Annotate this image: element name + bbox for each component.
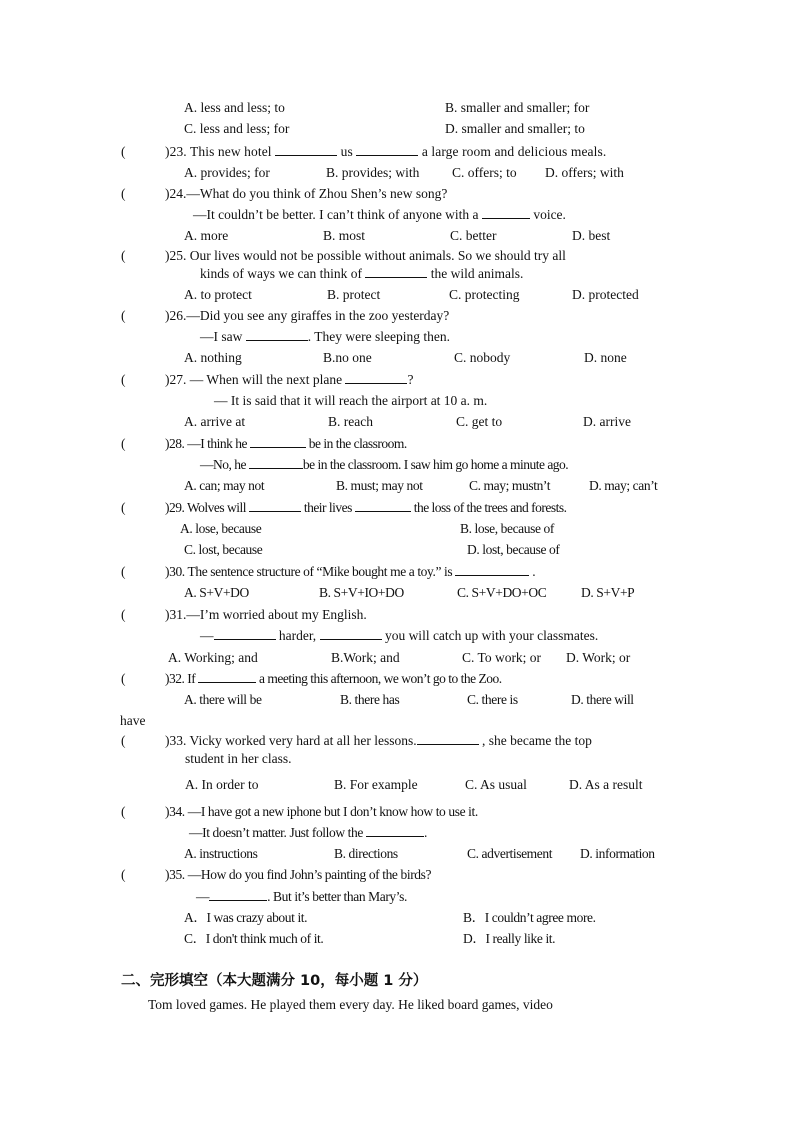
answer-blank	[482, 207, 530, 219]
answer-paren: (	[121, 733, 126, 748]
answer-paren: (	[121, 500, 126, 515]
answer-blank	[246, 329, 308, 341]
answer-blank	[417, 733, 479, 745]
question-number: )33.	[165, 733, 187, 748]
q30-option-c: C. S+V+DO+OC	[457, 585, 547, 600]
q25-stem-continued: kinds of ways we can think of the wild animals.	[200, 266, 524, 281]
answer-paren: (	[121, 248, 126, 263]
answer-paren: (	[121, 867, 126, 882]
q34-option-c: C. advertisement	[467, 846, 553, 861]
q24-option-b: B. most	[323, 228, 366, 243]
q33-option-d: D. As a result	[569, 777, 643, 792]
q35-option-b: B．I couldn’t agree more.	[463, 910, 596, 925]
q34-option-a: A. instructions	[184, 846, 258, 861]
q34-stem: )34. —I have got a new iphone but I don’t know how to use it.	[165, 804, 478, 819]
q29-option-c: C. lost, because	[184, 542, 263, 557]
answer-paren: (	[121, 564, 126, 579]
q32-option-d-wrap: have	[120, 713, 146, 728]
q27-option-a: A. arrive at	[184, 414, 246, 429]
q32-option-d: D. there will	[571, 692, 634, 707]
question-number: )26.	[165, 308, 187, 323]
q23-option-c: C. offers; to	[452, 165, 517, 180]
q32-option-b: B. there has	[340, 692, 400, 707]
answer-paren: (	[121, 804, 126, 819]
answer-blank	[365, 266, 427, 278]
q27-option-c: C. get to	[456, 414, 503, 429]
answer-paren: (	[121, 372, 126, 387]
q33-option-c: C. As usual	[465, 777, 527, 792]
answer-paren: (	[121, 186, 126, 201]
q27-option-b: B. reach	[328, 414, 373, 429]
answer-blank	[209, 889, 267, 901]
q24-option-d: D. best	[572, 228, 611, 243]
q24-option-c: C. better	[450, 228, 497, 243]
q28-response: —No, he be in the classroom. I saw him go home a minute ago.	[200, 457, 569, 472]
question-number: )32.	[165, 671, 185, 686]
answer-blank	[366, 825, 424, 837]
q26-option-a: A. nothing	[184, 350, 242, 365]
answer-blank	[455, 564, 529, 576]
q30-option-b: B. S+V+IO+DO	[319, 585, 404, 600]
q26-option-b: B.no one	[323, 350, 372, 365]
q23-stem: )23. This new hotel us a large room and delicious meals.	[165, 144, 607, 159]
question-number: )25.	[165, 248, 187, 263]
answer-blank	[198, 671, 256, 683]
q23-option-d: D. offers; with	[545, 165, 624, 180]
q28-option-d: D. may; can’t	[589, 478, 658, 493]
q34-option-b: B. directions	[334, 846, 398, 861]
q34-option-d: D. information	[580, 846, 655, 861]
q35-option-c: C．I don't think much of it.	[184, 931, 324, 946]
question-number: )30.	[165, 564, 185, 579]
q33-stem: )33. Vicky worked very hard at all her lessons. , she became the top	[165, 733, 592, 748]
question-number: )35.	[165, 867, 185, 882]
answer-paren: (	[121, 308, 126, 323]
q32-stem: )32. If a meeting this afternoon, we won’t go to the Zoo.	[165, 671, 502, 686]
q34-response: —It doesn’t matter. Just follow the .	[189, 825, 427, 840]
answer-paren: (	[121, 144, 126, 159]
answer-blank	[355, 500, 411, 512]
q35-option-d: D．I really like it.	[463, 931, 556, 946]
q35-stem: )35. —How do you find John’s painting of the birds?	[165, 867, 432, 882]
answer-blank	[249, 457, 303, 469]
q33-stem-continued: student in her class.	[185, 751, 292, 766]
q26-response: —I saw . They were sleeping then.	[200, 329, 450, 344]
q26-option-c: C. nobody	[454, 350, 511, 365]
q28-option-a: A. can; may not	[184, 478, 265, 493]
q31-option-d: D. Work; or	[566, 650, 631, 665]
question-number: )29.	[165, 500, 185, 515]
answer-paren: (	[121, 671, 126, 686]
q29-option-a: A. lose, because	[180, 521, 262, 536]
q27-response: — It is said that it will reach the airport at 10 a. m.	[214, 393, 488, 408]
answer-blank	[345, 372, 407, 384]
q31-response: — harder, you will catch up with your classmates.	[200, 628, 599, 643]
q25-stem: )25. Our lives would not be possible without animals. So we should try all	[165, 248, 566, 263]
q22-option-a: A. less and less; to	[184, 100, 285, 115]
question-number: )24.	[165, 186, 187, 201]
q25-option-c: C. protecting	[449, 287, 520, 302]
q33-option-a: A. In order to	[185, 777, 259, 792]
question-number: )28.	[165, 436, 185, 451]
answer-blank	[356, 144, 418, 156]
q27-stem: )27. — When will the next plane ?	[165, 372, 414, 387]
q31-stem: )31.—I’m worried about my English.	[165, 607, 367, 622]
cloze-passage: Tom loved games. He played them every day. He liked board games, video	[148, 997, 553, 1012]
q23-option-b: B. provides; with	[326, 165, 420, 180]
q26-option-d: D. none	[584, 350, 627, 365]
q30-option-a: A. S+V+DO	[184, 585, 249, 600]
q29-option-d: D. lost, because of	[467, 542, 560, 557]
question-number: )23.	[165, 144, 187, 159]
answer-blank	[250, 436, 306, 448]
answer-blank	[320, 628, 382, 640]
q30-option-d: D. S+V+P	[581, 585, 635, 600]
q24-option-a: A. more	[184, 228, 229, 243]
section-heading: 二、完形填空（本大题满分 10，每小题 1 分）	[121, 973, 428, 989]
q25-option-b: B. protect	[327, 287, 381, 302]
q31-option-b: B.Work; and	[331, 650, 400, 665]
q24-response: —It couldn’t be better. I can’t think of anyone with a voice.	[193, 207, 566, 222]
q31-option-c: C. To work; or	[462, 650, 542, 665]
q28-option-c: C. may; mustn’t	[469, 478, 551, 493]
q26-stem: )26.—Did you see any giraffes in the zoo yesterday?	[165, 308, 450, 323]
q28-stem: )28. —I think he be in the classroom.	[165, 436, 407, 451]
q33-option-b: B. For example	[334, 777, 418, 792]
q29-option-b: B. lose, because of	[460, 521, 554, 536]
q28-option-b: B. must; may not	[336, 478, 423, 493]
q30-stem: )30. The sentence structure of “Mike bought me a toy.” is .	[165, 564, 536, 579]
q24-stem: )24.—What do you think of Zhou Shen’s new song?	[165, 186, 448, 201]
q32-option-c: C. there is	[467, 692, 518, 707]
q25-option-a: A. to protect	[184, 287, 252, 302]
answer-paren: (	[121, 607, 126, 622]
q35-response: — . But it’s better than Mary’s.	[196, 889, 407, 904]
q27-option-d: D. arrive	[583, 414, 631, 429]
q29-stem: )29. Wolves will their lives the loss of the trees and forests.	[165, 500, 567, 515]
answer-blank	[249, 500, 301, 512]
answer-paren: (	[121, 436, 126, 451]
question-number: )27.	[165, 372, 187, 387]
q22-option-c: C. less and less; for	[184, 121, 290, 136]
question-number: )34.	[165, 804, 185, 819]
q23-option-a: A. provides; for	[184, 165, 270, 180]
q22-option-b: B. smaller and smaller; for	[445, 100, 590, 115]
q22-option-d: D. smaller and smaller; to	[445, 121, 585, 136]
q31-option-a: A. Working; and	[168, 650, 258, 665]
q32-option-a: A. there will be	[184, 692, 262, 707]
answer-blank	[214, 628, 276, 640]
answer-blank	[275, 144, 337, 156]
q25-option-d: D. protected	[572, 287, 639, 302]
q35-option-a: A．I was crazy about it.	[184, 910, 308, 925]
question-number: )31.	[165, 607, 187, 622]
